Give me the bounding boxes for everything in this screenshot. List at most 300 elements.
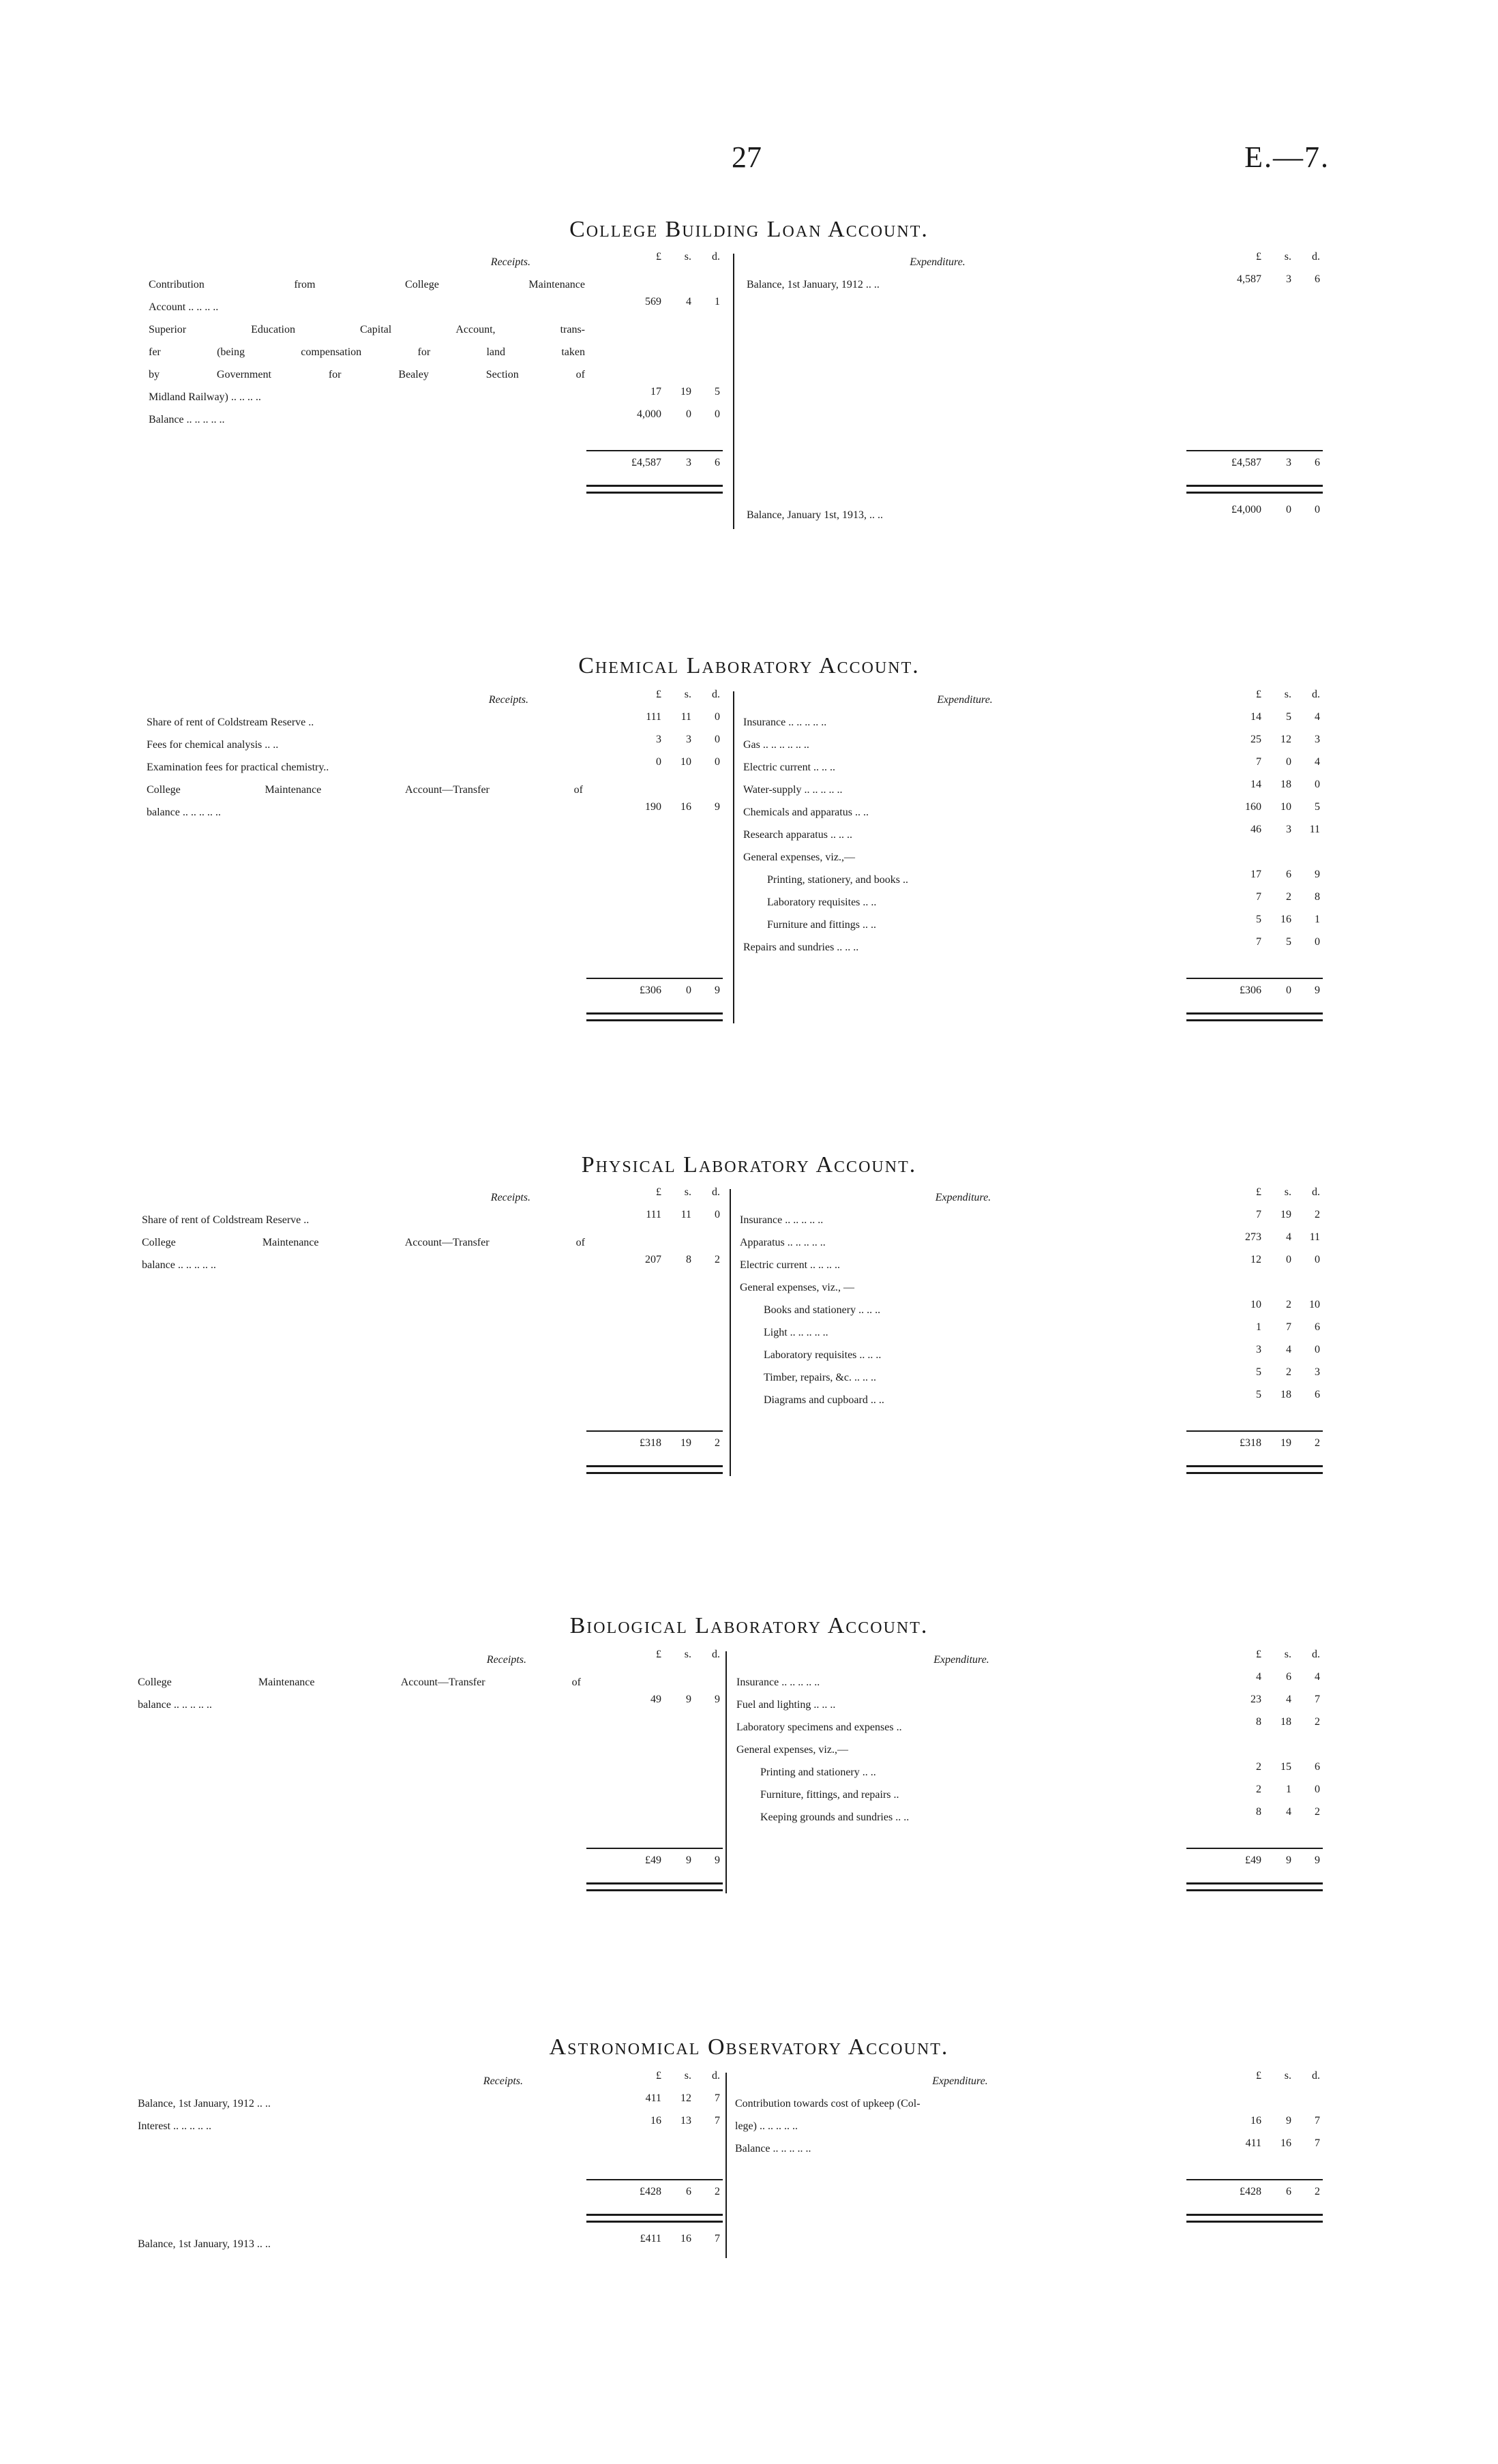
chemical-receipts-lsd-heading	[586, 689, 723, 711]
chemical-expenditure-rule	[1186, 978, 1323, 979]
astronomical-expenditure-line-label: Balance .. .. .. .. ..	[735, 2143, 811, 2154]
chemical-expenditure-line	[743, 891, 1186, 914]
astronomical-expenditure-total-shillings: 6	[1286, 2186, 1291, 2197]
biological-receipts-heading	[138, 1649, 581, 1671]
building-receipts-heading-label: Receipts.	[490, 256, 530, 268]
chemical-expenditure-amount-shillings: 3	[1286, 824, 1291, 835]
physical-expenditure-line-label: General expenses, viz., —	[740, 1282, 854, 1293]
astronomical-receipt-line-label: Interest .. .. .. .. ..	[138, 2120, 211, 2132]
chemical-receipt-amount-pounds: 3	[656, 734, 661, 745]
chemical-receipts-total-pence: 9	[715, 985, 720, 996]
physical-expenditure-line-label: Books and stationery .. .. ..	[764, 1304, 881, 1316]
biological-expenditure-amount-pence: 6	[1315, 1761, 1320, 1773]
biological-expenditure-amount-pounds: 8	[1256, 1716, 1261, 1728]
chemical-expenditure-amount-pounds: 5	[1256, 914, 1261, 925]
chemical-expenditure-amount	[1186, 734, 1323, 756]
biological-column-divider	[725, 1651, 727, 1893]
physical-receipt-line	[142, 1254, 585, 1276]
chemical-receipts-total	[586, 985, 723, 1007]
chemical-receipt-line-label: Share of rent of Coldstream Reserve ..	[147, 717, 314, 728]
chemical-expenditure-amount	[1186, 824, 1323, 846]
biological-expenditure-total-pounds: £49	[1245, 1854, 1261, 1866]
physical-expenditure-line	[740, 1366, 1186, 1389]
chemical-receipt-amount-pence: 9	[715, 801, 720, 813]
physical-receipts-lsd-heading-pounds: £	[656, 1186, 661, 1198]
physical-receipts-heading	[142, 1186, 585, 1209]
physical-expenditure-rule	[1186, 1430, 1323, 1432]
astronomical-receipts-lsd-heading-shillings: s.	[684, 2070, 691, 2082]
physical-receipt-line	[142, 1231, 585, 1254]
biological-receipts-total	[586, 1854, 723, 1877]
astronomical-carried-amount-pounds: £411	[640, 2233, 661, 2244]
biological-account-title: Biological Laboratory Account.	[569, 1613, 929, 1638]
building-receipt-line	[149, 408, 585, 431]
physical-account-title: Physical Laboratory Account.	[581, 1152, 917, 1177]
astronomical-receipts-lsd-heading	[586, 2070, 723, 2092]
chemical-expenditure-amount	[1186, 936, 1323, 959]
biological-receipt-line	[138, 1694, 581, 1716]
chemical-expenditure-amount-shillings: 5	[1286, 936, 1291, 948]
building-expenditure-heading	[747, 251, 1128, 273]
building-receipts-total-pounds: £4,587	[631, 457, 661, 468]
building-receipts-lsd-heading-shillings: s.	[684, 251, 691, 262]
chemical-expenditure-line	[743, 869, 1186, 891]
physical-receipt-amount-pounds: 207	[645, 1254, 661, 1265]
chemical-expenditure-line	[743, 734, 1186, 756]
physical-expenditure-line	[740, 1321, 1186, 1344]
physical-receipt-line	[142, 1209, 585, 1231]
chemical-expenditure-line-label: Electric current .. .. ..	[743, 762, 836, 773]
astronomical-receipts-total-pounds: £428	[640, 2186, 661, 2197]
astronomical-receipt-amount-pence: 7	[715, 2115, 720, 2127]
chemical-receipt-amount-pence: 0	[715, 711, 720, 723]
physical-expenditure-line	[740, 1231, 1186, 1254]
chemical-receipt-amount	[586, 756, 723, 779]
chemical-expenditure-amount-pence: 9	[1315, 869, 1320, 880]
biological-expenditure-amount-pence: 2	[1315, 1716, 1320, 1728]
astronomical-receipt-line	[138, 2092, 578, 2115]
building-receipt-line-label: by Government for Bealey Section of	[149, 369, 585, 380]
chemical-receipt-amount-pounds: 111	[646, 711, 661, 723]
astronomical-expenditure-heading-label: Expenditure.	[932, 2075, 988, 2087]
astronomical-expenditure-line	[735, 2115, 1185, 2137]
building-carried-amount-pence: 0	[1315, 504, 1320, 515]
building-account-title: College Building Loan Account.	[569, 217, 929, 242]
astronomical-expenditure-total	[1186, 2186, 1323, 2208]
chemical-receipt-amount-shillings: 16	[680, 801, 691, 813]
chemical-receipts-lsd-heading-pounds: £	[656, 689, 661, 700]
physical-receipt-amount	[586, 1209, 723, 1231]
physical-expenditure-amount-pence: 0	[1315, 1344, 1320, 1355]
physical-expenditure-line	[740, 1344, 1186, 1366]
chemical-expenditure-line-label: Research apparatus .. .. ..	[743, 829, 852, 841]
physical-expenditure-lsd-heading-pence: d.	[1312, 1186, 1320, 1198]
biological-receipt-line-label: College Maintenance Account—Transfer of	[138, 1677, 581, 1688]
chemical-account-title: Chemical Laboratory Account.	[578, 653, 920, 678]
chemical-expenditure-lsd-heading-shillings: s.	[1284, 689, 1291, 700]
building-receipt-line-label: fer (being compensation for land taken	[149, 346, 585, 358]
chemical-expenditure-amount-pence: 4	[1315, 756, 1320, 768]
building-receipts-total	[586, 457, 723, 479]
chemical-expenditure-line-label: Insurance .. .. .. .. ..	[743, 717, 827, 728]
astronomical-expenditure-total-pence: 2	[1315, 2186, 1320, 2197]
physical-column-divider	[730, 1189, 731, 1476]
chemical-expenditure-amount-pence: 0	[1315, 779, 1320, 790]
chemical-expenditure-amount	[1186, 779, 1323, 801]
astronomical-account-title: Astronomical Observatory Account.	[549, 2034, 949, 2060]
physical-expenditure-amount-shillings: 4	[1286, 1344, 1291, 1355]
building-receipt-amount-pounds: 569	[645, 296, 661, 307]
astronomical-column-divider	[725, 2073, 727, 2258]
building-expenditure-lsd-heading-pence: d.	[1312, 251, 1320, 262]
biological-expenditure-line	[736, 1716, 1186, 1739]
chemical-receipt-amount-shillings: 10	[680, 756, 691, 768]
building-receipts-heading	[149, 251, 585, 273]
biological-receipts-lsd-heading-shillings: s.	[684, 1649, 691, 1660]
chemical-expenditure-line-label: General expenses, viz.,—	[743, 852, 855, 863]
biological-expenditure-amount	[1186, 1694, 1323, 1716]
chemical-receipts-heading-label: Receipts.	[488, 694, 528, 706]
biological-expenditure-rule	[1186, 1848, 1323, 1849]
chemical-expenditure-heading	[743, 689, 1186, 711]
physical-expenditure-line	[740, 1299, 1186, 1321]
chemical-expenditure-amount-pounds: 7	[1256, 891, 1261, 903]
astronomical-expenditure-lsd-heading-pence: d.	[1312, 2070, 1320, 2082]
physical-expenditure-amount-pounds: 1	[1256, 1321, 1261, 1333]
building-receipts-rule	[586, 450, 723, 451]
chemical-receipt-line	[147, 756, 583, 779]
chemical-receipt-line-label: Examination fees for practical chemistry..	[147, 762, 329, 773]
building-receipts-lsd-heading-pence: d.	[712, 251, 720, 262]
physical-expenditure-double-rule	[1186, 1465, 1323, 1474]
building-receipt-line	[149, 363, 585, 386]
chemical-expenditure-amount-shillings: 10	[1280, 801, 1291, 813]
building-carried-amount-shillings: 0	[1286, 504, 1291, 515]
physical-expenditure-amount	[1186, 1299, 1323, 1321]
building-expenditure-total-pence: 6	[1315, 457, 1320, 468]
building-receipts-total-shillings: 3	[686, 457, 691, 468]
physical-expenditure-amount	[1186, 1231, 1323, 1254]
building-receipt-line	[149, 386, 585, 408]
building-receipt-line-label: Account .. .. .. ..	[149, 301, 219, 313]
biological-expenditure-amount-pounds: 2	[1256, 1761, 1261, 1773]
chemical-expenditure-line-label: Chemicals and apparatus .. ..	[743, 807, 869, 818]
chemical-expenditure-amount-pounds: 14	[1250, 711, 1261, 723]
physical-receipts-total-pounds: £318	[640, 1437, 661, 1449]
astronomical-expenditure-amount-shillings: 9	[1286, 2115, 1291, 2127]
astronomical-receipt-line-label: Balance, 1st January, 1912 .. ..	[138, 2098, 271, 2109]
astronomical-carried-amount-shillings: 16	[680, 2233, 691, 2244]
physical-expenditure-lsd-heading-shillings: s.	[1284, 1186, 1291, 1198]
chemical-expenditure-total	[1186, 985, 1323, 1007]
chemical-expenditure-amount	[1186, 756, 1323, 779]
building-carried-amount-pounds: £4,000	[1231, 504, 1261, 515]
physical-expenditure-amount-shillings: 2	[1286, 1299, 1291, 1310]
physical-expenditure-line-label: Apparatus .. .. .. .. ..	[740, 1237, 826, 1248]
chemical-receipt-amount-pounds: 190	[645, 801, 661, 813]
physical-expenditure-line-label: Electric current .. .. .. ..	[740, 1259, 841, 1271]
chemical-expenditure-amount-pence: 1	[1315, 914, 1320, 925]
chemical-receipts-heading	[147, 689, 583, 711]
physical-expenditure-total-shillings: 19	[1280, 1437, 1291, 1449]
physical-expenditure-line	[740, 1209, 1186, 1231]
astronomical-receipts-rule	[586, 2179, 723, 2180]
chemical-receipt-amount-shillings: 11	[680, 711, 691, 723]
chemical-receipt-amount-shillings: 3	[686, 734, 691, 745]
building-receipt-amount-pounds: 17	[650, 386, 661, 397]
physical-expenditure-amount-shillings: 4	[1286, 1231, 1291, 1243]
physical-expenditure-amount	[1186, 1321, 1323, 1344]
biological-expenditure-line-label: Insurance .. .. .. .. ..	[736, 1677, 820, 1688]
chemical-receipt-amount-pence: 0	[715, 756, 720, 768]
astronomical-receipt-amount-shillings: 13	[680, 2115, 691, 2127]
astronomical-receipt-amount	[586, 2115, 723, 2137]
physical-expenditure-amount-pence: 2	[1315, 1209, 1320, 1220]
chemical-receipt-line	[147, 711, 583, 734]
chemical-expenditure-line	[743, 801, 1186, 824]
physical-receipts-total-pence: 2	[715, 1437, 720, 1449]
biological-expenditure-lsd-heading-pence: d.	[1312, 1649, 1320, 1660]
building-receipts-double-rule	[586, 485, 723, 494]
chemical-expenditure-amount-pence: 11	[1309, 824, 1320, 835]
building-expenditure-total-pounds: £4,587	[1231, 457, 1261, 468]
building-expenditure-double-rule	[1186, 485, 1323, 494]
astronomical-expenditure-line	[735, 2137, 1185, 2160]
astronomical-receipts-heading	[138, 2070, 578, 2092]
astronomical-expenditure-line-label: lege) .. .. .. .. ..	[735, 2120, 798, 2132]
biological-expenditure-total	[1186, 1854, 1323, 1877]
biological-expenditure-amount-shillings: 4	[1286, 1694, 1291, 1705]
building-expenditure-total	[1186, 457, 1323, 479]
chemical-expenditure-lsd-heading	[1186, 689, 1323, 711]
biological-expenditure-line	[736, 1694, 1186, 1716]
building-receipt-amount-pence: 1	[715, 296, 720, 307]
astronomical-carried-amount-pence: 7	[715, 2233, 720, 2244]
physical-expenditure-amount-pence: 11	[1309, 1231, 1320, 1243]
astronomical-receipts-lsd-heading-pence: d.	[712, 2070, 720, 2082]
physical-receipts-lsd-heading-pence: d.	[712, 1186, 720, 1198]
building-receipt-line-label: Contribution from College Maintenance	[149, 279, 585, 290]
biological-expenditure-heading	[736, 1649, 1186, 1671]
physical-expenditure-total-pence: 2	[1315, 1437, 1320, 1449]
physical-expenditure-line-label: Light .. .. .. .. ..	[764, 1327, 828, 1338]
physical-expenditure-amount	[1186, 1344, 1323, 1366]
physical-expenditure-amount	[1186, 1254, 1323, 1276]
astronomical-receipts-total-shillings: 6	[686, 2186, 691, 2197]
biological-receipts-lsd-heading-pounds: £	[656, 1649, 661, 1660]
astronomical-receipt-amount-pounds: 411	[645, 2092, 661, 2104]
biological-receipts-rule	[586, 1848, 723, 1849]
chemical-expenditure-line	[743, 846, 1186, 869]
astronomical-carried-amount	[586, 2233, 723, 2255]
astronomical-expenditure-lsd-heading-pounds: £	[1256, 2070, 1261, 2082]
biological-expenditure-heading-label: Expenditure.	[933, 1654, 989, 1666]
chemical-expenditure-amount-pence: 5	[1315, 801, 1320, 813]
physical-expenditure-lsd-heading-pounds: £	[1256, 1186, 1261, 1198]
biological-expenditure-line-label: Furniture, fittings, and repairs ..	[760, 1789, 899, 1801]
building-receipt-amount-pence: 5	[715, 386, 720, 397]
astronomical-receipts-heading-label: Receipts.	[483, 2075, 523, 2087]
biological-expenditure-total-pence: 9	[1315, 1854, 1320, 1866]
biological-receipts-heading-label: Receipts.	[486, 1654, 526, 1666]
physical-expenditure-amount-pence: 0	[1315, 1254, 1320, 1265]
physical-expenditure-amount-shillings: 7	[1286, 1321, 1291, 1333]
biological-expenditure-amount-pence: 2	[1315, 1806, 1320, 1818]
biological-expenditure-amount-shillings: 18	[1280, 1716, 1291, 1728]
physical-expenditure-amount-pounds: 273	[1245, 1231, 1261, 1243]
physical-expenditure-amount-pounds: 5	[1256, 1389, 1261, 1400]
biological-expenditure-line-label: Fuel and lighting .. .. ..	[736, 1699, 836, 1711]
astronomical-receipt-amount-pounds: 16	[650, 2115, 661, 2127]
physical-receipt-amount-pounds: 111	[646, 1209, 661, 1220]
building-carried-balance-label: Balance, January 1st, 1913, .. ..	[747, 509, 883, 521]
building-receipt-amount-pence: 0	[715, 408, 720, 420]
astronomical-expenditure-amount	[1186, 2115, 1323, 2137]
chemical-receipt-amount-pounds: 0	[656, 756, 661, 768]
physical-expenditure-amount-pence: 10	[1309, 1299, 1320, 1310]
chemical-expenditure-amount-shillings: 5	[1286, 711, 1291, 723]
astronomical-expenditure-amount-shillings: 16	[1280, 2137, 1291, 2149]
building-expenditure-lsd-heading-shillings: s.	[1284, 251, 1291, 262]
astronomical-receipts-double-rule	[586, 2214, 723, 2223]
chemical-expenditure-line-label: Printing, stationery, and books ..	[767, 874, 908, 886]
chemical-expenditure-amount-pounds: 7	[1256, 756, 1261, 768]
chemical-expenditure-amount-pounds: 160	[1245, 801, 1261, 813]
building-receipt-amount-shillings: 4	[686, 296, 691, 307]
chemical-expenditure-amount	[1186, 914, 1323, 936]
chemical-expenditure-lsd-heading-pounds: £	[1256, 689, 1261, 700]
biological-expenditure-line-label: Laboratory specimens and expenses ..	[736, 1722, 902, 1733]
astronomical-expenditure-amount	[1186, 2137, 1323, 2160]
biological-receipts-lsd-heading	[586, 1649, 723, 1671]
chemical-receipt-line-label: balance .. .. .. .. ..	[147, 807, 221, 818]
physical-receipts-total	[586, 1437, 723, 1460]
astronomical-receipts-lsd-heading-pounds: £	[656, 2070, 661, 2082]
biological-expenditure-amount-pence: 7	[1315, 1694, 1320, 1705]
biological-expenditure-amount-shillings: 15	[1280, 1761, 1291, 1773]
chemical-expenditure-amount	[1186, 891, 1323, 914]
physical-expenditure-line	[740, 1276, 1186, 1299]
building-receipt-amount-shillings: 19	[680, 386, 691, 397]
biological-expenditure-amount-pounds: 2	[1256, 1784, 1261, 1795]
biological-receipt-line	[138, 1671, 581, 1694]
biological-expenditure-amount	[1186, 1671, 1323, 1694]
physical-expenditure-amount-pence: 6	[1315, 1389, 1320, 1400]
building-receipt-line-label: Balance .. .. .. .. ..	[149, 414, 225, 425]
biological-expenditure-line-label: Keeping grounds and sundries .. ..	[760, 1812, 910, 1823]
building-receipt-amount-pounds: 4,000	[637, 408, 661, 420]
chemical-receipt-line-label: Fees for chemical analysis .. ..	[147, 739, 279, 751]
chemical-expenditure-amount-pounds: 14	[1250, 779, 1261, 790]
biological-expenditure-amount	[1186, 1806, 1323, 1829]
astronomical-expenditure-heading	[735, 2070, 1185, 2092]
building-expenditure-amount	[1186, 273, 1323, 296]
chemical-receipt-line	[147, 801, 583, 824]
physical-expenditure-line	[740, 1389, 1186, 1411]
astronomical-receipt-amount-pence: 7	[715, 2092, 720, 2104]
building-column-divider	[733, 254, 734, 529]
physical-receipts-total-shillings: 19	[680, 1437, 691, 1449]
chemical-expenditure-line	[743, 779, 1186, 801]
building-receipt-line	[149, 341, 585, 363]
building-receipt-amount	[586, 408, 723, 431]
chemical-expenditure-line-label: Laboratory requisites .. ..	[767, 897, 877, 908]
physical-receipt-amount-shillings: 8	[686, 1254, 691, 1265]
biological-expenditure-amount	[1186, 1761, 1323, 1784]
building-carried-balance	[747, 504, 1128, 526]
chemical-expenditure-amount-shillings: 2	[1286, 891, 1291, 903]
astronomical-expenditure-line-label: Contribution towards cost of upkeep (Col-	[735, 2098, 920, 2109]
biological-expenditure-line	[736, 1784, 1186, 1806]
biological-expenditure-line-label: Printing and stationery .. ..	[760, 1767, 876, 1778]
building-expenditure-heading-label: Expenditure.	[910, 256, 965, 268]
biological-expenditure-line	[736, 1806, 1186, 1829]
building-receipt-line	[149, 296, 585, 318]
physical-expenditure-total	[1186, 1437, 1323, 1460]
physical-expenditure-amount-shillings: 18	[1280, 1389, 1291, 1400]
biological-expenditure-amount-pounds: 8	[1256, 1806, 1261, 1818]
chemical-receipts-total-shillings: 0	[686, 985, 691, 996]
astronomical-expenditure-amount-pounds: 411	[1245, 2137, 1261, 2149]
building-expenditure-line-label: Balance, 1st January, 1912 .. ..	[747, 279, 880, 290]
physical-expenditure-amount	[1186, 1389, 1323, 1411]
astronomical-expenditure-line	[735, 2092, 1185, 2115]
chemical-receipts-rule	[586, 978, 723, 979]
astronomical-expenditure-lsd-heading-shillings: s.	[1284, 2070, 1291, 2082]
physical-receipts-lsd-heading-shillings: s.	[684, 1186, 691, 1198]
astronomical-carried-balance	[138, 2233, 578, 2255]
chemical-receipt-amount	[586, 734, 723, 756]
chemical-expenditure-amount-pounds: 46	[1250, 824, 1261, 835]
chemical-expenditure-lsd-heading-pence: d.	[1312, 689, 1320, 700]
chemical-expenditure-total-pounds: £306	[1240, 985, 1261, 996]
astronomical-expenditure-double-rule	[1186, 2214, 1323, 2223]
biological-expenditure-amount-shillings: 4	[1286, 1806, 1291, 1818]
building-expenditure-lsd-heading	[1186, 251, 1323, 273]
biological-receipt-amount	[586, 1694, 723, 1716]
biological-expenditure-line-label: General expenses, viz.,—	[736, 1744, 848, 1756]
astronomical-receipt-amount-shillings: 12	[680, 2092, 691, 2104]
chemical-expenditure-amount-shillings: 18	[1280, 779, 1291, 790]
chemical-column-divider	[733, 691, 734, 1023]
astronomical-expenditure-amount-pence: 7	[1315, 2137, 1320, 2149]
chemical-expenditure-amount-pounds: 25	[1250, 734, 1261, 745]
chemical-expenditure-amount-shillings: 16	[1280, 914, 1291, 925]
chemical-expenditure-amount	[1186, 711, 1323, 734]
physical-receipt-line-label: Share of rent of Coldstream Reserve ..	[142, 1214, 310, 1226]
physical-expenditure-amount	[1186, 1366, 1323, 1389]
building-receipt-amount	[586, 386, 723, 408]
physical-receipt-line-label: College Maintenance Account—Transfer of	[142, 1237, 585, 1248]
building-receipts-lsd-heading-pounds: £	[656, 251, 661, 262]
physical-receipt-amount-pence: 2	[715, 1254, 720, 1265]
physical-receipts-heading-label: Receipts.	[490, 1192, 530, 1203]
biological-expenditure-amount-pence: 4	[1315, 1671, 1320, 1683]
physical-expenditure-amount-shillings: 0	[1286, 1254, 1291, 1265]
chemical-expenditure-amount-pence: 4	[1315, 711, 1320, 723]
biological-receipts-total-pence: 9	[715, 1854, 720, 1866]
physical-expenditure-amount-pounds: 10	[1250, 1299, 1261, 1310]
biological-expenditure-double-rule	[1186, 1882, 1323, 1891]
astronomical-receipts-total	[586, 2186, 723, 2208]
building-receipt-line-label: Superior Education Capital Account, trans-	[149, 324, 585, 335]
chemical-expenditure-amount-pounds: 17	[1250, 869, 1261, 880]
chemical-expenditure-amount-shillings: 12	[1280, 734, 1291, 745]
building-receipt-line-label: Midland Railway) .. .. .. ..	[149, 391, 261, 403]
biological-receipts-lsd-heading-pence: d.	[712, 1649, 720, 1660]
biological-expenditure-amount	[1186, 1784, 1323, 1806]
astronomical-expenditure-amount-pence: 7	[1315, 2115, 1320, 2127]
